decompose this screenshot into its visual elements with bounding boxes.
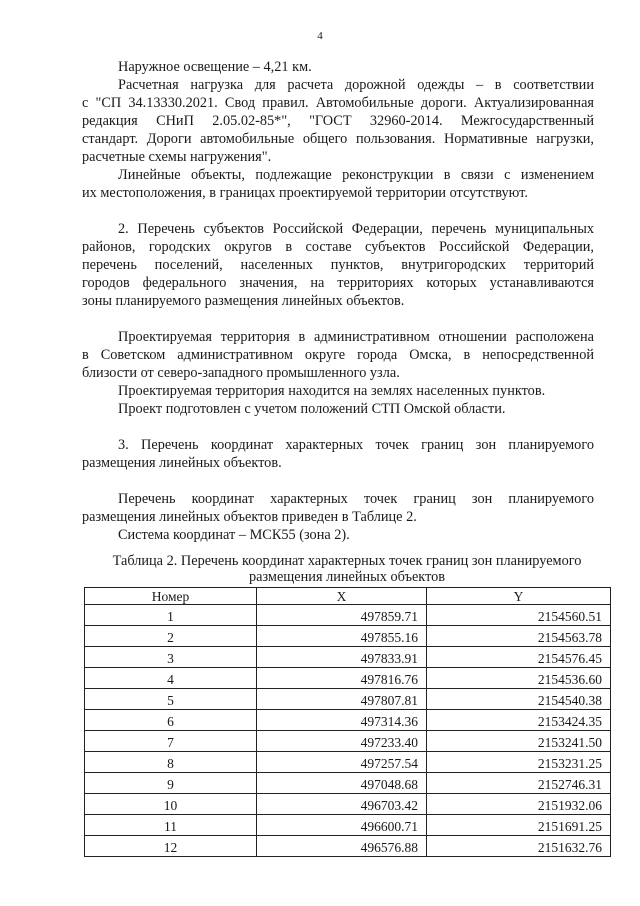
cell-number: 10 bbox=[85, 794, 257, 815]
text-line: Перечень координат характерных точек границ зон планируемого bbox=[118, 491, 594, 507]
table-row bbox=[85, 626, 611, 647]
text-line: расчетные схемы нагружения". bbox=[82, 149, 272, 165]
cell-y: 2151691.25 bbox=[427, 815, 611, 836]
table-row bbox=[85, 794, 611, 815]
text-line: Наружное освещение – 4,21 км. bbox=[118, 59, 312, 75]
cell-y: 2153241.50 bbox=[427, 731, 611, 752]
section-heading: перечень поселений, населенных пунктов, внутригородских территорий bbox=[82, 257, 594, 273]
text-line: близости от северо-западного промышленного узла. bbox=[82, 365, 400, 381]
text-line: их местоположения, в границах проектируемой территории отсутствуют. bbox=[82, 185, 528, 201]
cell-number: 12 bbox=[85, 836, 257, 857]
table-caption: размещения линейных объектов bbox=[248, 569, 446, 585]
table-row bbox=[85, 605, 611, 626]
table-row bbox=[85, 710, 611, 731]
cell-x: 497233.40 bbox=[257, 731, 427, 752]
cell-x: 496600.71 bbox=[257, 815, 427, 836]
cell-y: 2151932.06 bbox=[427, 794, 611, 815]
cell-number: 5 bbox=[85, 689, 257, 710]
section-heading: 2. Перечень субъектов Российской Федерации, перечень муниципальных bbox=[118, 221, 594, 237]
column-header-number: Номер bbox=[85, 588, 257, 605]
cell-y: 2154563.78 bbox=[427, 626, 611, 647]
section-heading: городов федерального значения, на территориях которых устанавливаются bbox=[82, 275, 594, 291]
section-heading: районов, городских округов в составе субъектов Российской Федерации, bbox=[82, 239, 594, 255]
column-header-y: Y bbox=[427, 588, 611, 605]
text-line: Проект подготовлен с учетом положений СТП Омской области. bbox=[118, 401, 506, 417]
text-line: Проектируемая территория в административном отношении расположена bbox=[118, 329, 594, 345]
cell-number: 7 bbox=[85, 731, 257, 752]
text-line: Проектируемая территория находится на землях населенных пунктов. bbox=[118, 383, 546, 399]
table-row bbox=[85, 773, 611, 794]
cell-y: 2154560.51 bbox=[427, 605, 611, 626]
table-row bbox=[85, 689, 611, 710]
cell-number: 3 bbox=[85, 647, 257, 668]
section-heading: зоны планируемого размещения линейных объектов. bbox=[82, 293, 405, 309]
text-line: с "СП 34.13330.2021. Свод правил. Автомобильные дороги. Актуализированная bbox=[82, 95, 594, 111]
cell-x: 497833.91 bbox=[257, 647, 427, 668]
cell-x: 497048.68 bbox=[257, 773, 427, 794]
cell-x: 497855.16 bbox=[257, 626, 427, 647]
cell-number: 6 bbox=[85, 710, 257, 731]
cell-number: 1 bbox=[85, 605, 257, 626]
cell-number: 11 bbox=[85, 815, 257, 836]
cell-x: 497257.54 bbox=[257, 752, 427, 773]
cell-y: 2154540.38 bbox=[427, 689, 611, 710]
cell-x: 497859.71 bbox=[257, 605, 427, 626]
table-caption: Таблица 2. Перечень координат характерных точек границ зон планируемого bbox=[112, 553, 582, 569]
text-line: редакция СНиП 2.05.02-85*", "ГОСТ 32960-2014. Межгосударственный bbox=[82, 113, 594, 129]
text-line: в Советском административном округе города Омска, в непосредственной bbox=[82, 347, 594, 363]
cell-y: 2153424.35 bbox=[427, 710, 611, 731]
coordinates-table bbox=[84, 587, 611, 857]
table-row bbox=[85, 668, 611, 689]
text-line: Линейные объекты, подлежащие реконструкции в связи с изменением bbox=[118, 167, 594, 183]
text-line: размещения линейных объектов приведен в Таблице 2. bbox=[82, 509, 417, 525]
table-header-row bbox=[85, 588, 611, 605]
cell-number: 8 bbox=[85, 752, 257, 773]
text-line: стандарт. Дороги автомобильные общего пользования. Нормативные нагрузки, bbox=[82, 131, 594, 147]
cell-number: 9 bbox=[85, 773, 257, 794]
cell-x: 497816.76 bbox=[257, 668, 427, 689]
cell-x: 497314.36 bbox=[257, 710, 427, 731]
text-line: Система координат – МСК55 (зона 2). bbox=[118, 527, 350, 543]
page-number: 4 bbox=[317, 30, 323, 42]
cell-x: 496703.42 bbox=[257, 794, 427, 815]
cell-number: 4 bbox=[85, 668, 257, 689]
cell-x: 497807.81 bbox=[257, 689, 427, 710]
table-row bbox=[85, 836, 611, 857]
table-row bbox=[85, 752, 611, 773]
table-row bbox=[85, 647, 611, 668]
text-line: Расчетная нагрузка для расчета дорожной одежды – в соответствии bbox=[118, 77, 594, 93]
cell-y: 2151632.76 bbox=[427, 836, 611, 857]
section-heading: 3. Перечень координат характерных точек границ зон планируемого bbox=[118, 437, 594, 453]
cell-y: 2153231.25 bbox=[427, 752, 611, 773]
cell-y: 2154576.45 bbox=[427, 647, 611, 668]
cell-number: 2 bbox=[85, 626, 257, 647]
cell-y: 2152746.31 bbox=[427, 773, 611, 794]
table-row bbox=[85, 815, 611, 836]
cell-y: 2154536.60 bbox=[427, 668, 611, 689]
cell-x: 496576.88 bbox=[257, 836, 427, 857]
column-header-x: X bbox=[257, 588, 427, 605]
section-heading: размещения линейных объектов. bbox=[82, 455, 282, 471]
table-row bbox=[85, 731, 611, 752]
